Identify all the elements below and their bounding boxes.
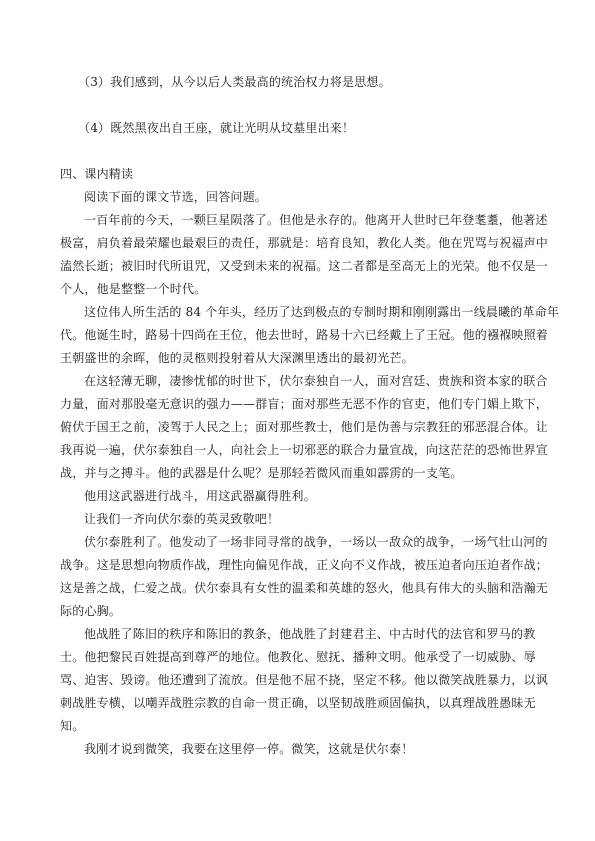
instruction-text: 阅读下面的课文节选，回答问题。 — [84, 190, 268, 204]
paragraph-line: 代。他诞生时，路易十四尚在王位，他去世时，路易十六已经戴上了王冠。他的襁褓映照着 — [60, 328, 549, 342]
paragraph-line: 刺战胜专横，以嘲弄战胜宗教的自命一贯正确，以坚韧战胜顽固偏执，以真理战胜愚昧无 — [60, 696, 536, 710]
paragraph-line: 力量，面对那股毫无意识的强力——群盲；面对那些无恶不作的官吏，他们专门媚上欺下， — [60, 397, 549, 411]
paragraph-line: 我刚才说到微笑，我要在这里停一停。微笑，这就是伏尔泰！ — [84, 742, 414, 756]
paragraph-line: 战，并与之搏斗。他的武器是什么呢？是那轻若微风而重如霹雳的一支笔。 — [60, 466, 463, 480]
paragraph-line: 际的心胸。 — [60, 604, 122, 618]
paragraph-line: 战争。这是思想向物质作战，理性向偏见作战，正义向不义作战，被压迫者向压迫者作战； — [60, 558, 549, 572]
item-3: （3）我们感到，从今以后人类最高的统治权力将是思想。 — [78, 75, 391, 89]
paragraph-line: 极富，肩负着最荣耀也最艰巨的责任，那就是：培育良知，教化人类。他在咒骂与祝福声中 — [60, 236, 549, 250]
paragraph-line: 一百年前的今天，一颗巨星陨落了。但他是永存的。他离开人世时已年登耄耋，他著述 — [84, 213, 548, 227]
paragraph-line: 他战胜了陈旧的秩序和陈旧的教条，他战胜了封建君主、中古时代的法官和罗马的教 — [84, 627, 536, 641]
item-4: （4）既然黑夜出自王座，就让光明从坟墓里出来！ — [78, 121, 355, 135]
paragraph-line: 士。他把黎民百姓提高到尊严的地位。他教化、慰抚、播种文明。他承受了一切威胁、辱 — [60, 650, 536, 664]
paragraph-line: 这位伟人所生活的 84 个年头，经历了达到极点的专制时期和刚刚露出一线晨曦的革命年 — [84, 305, 560, 319]
paragraph-line: 个人，他是整整一个时代。 — [60, 282, 207, 296]
paragraph-line: 我再说一遍，伏尔泰独自一人，向社会上一切邪恶的联合力量宣战，向这茫茫的恐怖世界宣 — [60, 443, 549, 457]
paragraph-line: 王朝盛世的余晖，他的灵柩则投射着从大深渊里透出的最初光芒。 — [60, 351, 414, 365]
paragraph-line: 在这轻薄无聊，凄惨忧郁的时世下，伏尔泰独自一人，面对宫廷、贵族和资本家的联合 — [84, 374, 548, 388]
paragraph-line: 溘然长逝；被旧时代所诅咒，又受到未来的祝福。这二者都是至高无上的光荣。他不仅是一 — [60, 259, 549, 273]
paragraph-line: 骂、迫害、毁谤。他还遭到了流放。但是他不屈不挠，坚定不移。他以微笑战胜暴力，以讽 — [60, 673, 549, 687]
paragraph-line: 他用这武器进行战斗，用这武器赢得胜利。 — [84, 489, 316, 503]
paragraph-line: 伏尔泰胜利了。他发动了一场非同寻常的战争，一场以一敌众的战争，一场气壮山河的 — [84, 535, 548, 549]
paragraph-line: 这是善之战，仁爱之战。伏尔泰具有女性的温柔和英雄的怒火，他具有伟大的头脑和浩瀚无 — [60, 581, 549, 595]
section-heading: 四、课内精读 — [60, 167, 134, 181]
paragraph-line: 俯伏于国王之前，凌驾于人民之上；面对那些教士，他们是伪善与宗教狂的邪恶混合体。让 — [60, 420, 549, 434]
paragraph-line: 知。 — [60, 719, 85, 733]
paragraph-line: 让我们一齐向伏尔泰的英灵致敬吧！ — [84, 512, 280, 526]
